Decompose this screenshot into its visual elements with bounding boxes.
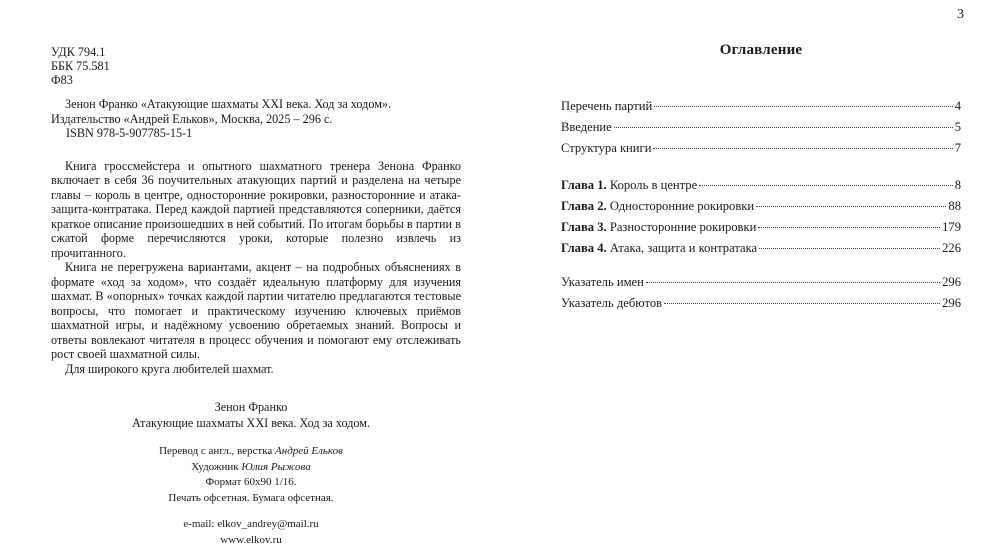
toc-chapter-entry[interactable] [561,199,961,220]
imprint-author: Зенон Франко [214,400,288,414]
biblio-line-1: Зенон Франко «Атакующие шахматы XXI века. Ход за ходом». [65,97,392,111]
toc-entry-page: 226 [942,241,961,255]
toc-entry-page: 8 [954,178,961,192]
chapter-title: Односторонние рокировки [609,199,755,213]
email: e-mail: elkov_andrey@mail.ru [183,518,319,530]
toc-entry-label: Указатель дебютов [561,296,663,310]
bibliographic-record [51,97,461,141]
chapter-number: Глава 2. [561,199,607,213]
chapter-title: Разносторонние рокировки [609,220,757,234]
toc-entry[interactable] [561,141,961,162]
format-line: Формат 60х90 1/16. [205,476,297,488]
dot-leader [653,148,952,149]
copyright-page [51,45,461,376]
website: www.elkov.ru [220,533,282,546]
imprint-title: Атакующие шахматы XXI века. Ход за ходом. [131,415,371,430]
toc-entry[interactable] [561,275,961,296]
toc-entry-label: Структура книги [561,141,652,155]
artist-label: Художник [191,460,239,473]
annotation-paragraph: Книга не перегружена вариантами, акцент – на подробных объяснениях в формате «ход за ходом», что создаёт идеальную платформу для изучения шахмат. В «опорных» точках каждой партии читателю предлагаются тестовые вопросы, что помогает и практическому изучению ключевых приёмов шахматной игры, и надёжному усвоению обретаемых знаний. Вопросы и ответы вовлекают читателя в процесс обучения и помогают ему отслеживать рост своей шахматной силы. [51,260,461,361]
toc-entry-page: 296 [942,275,961,289]
translation-label: Перевод с англ., верстка [159,445,273,457]
chapter-number: Глава 3. [561,220,607,234]
toc-entry[interactable] [561,296,961,317]
translation-credit [51,444,451,460]
dot-leader [756,206,946,207]
chapter-title: Атака, защита и контратака [609,241,758,255]
toc-chapter-entry[interactable] [561,220,961,241]
dot-leader [654,106,952,107]
toc-chapter-label [561,241,757,256]
toc-chapter-entry[interactable] [561,241,961,262]
print-line: Печать офсетная. Бумага офсетная. [168,491,334,504]
udc-code: УДК 794.1 [51,45,106,59]
dot-leader [759,248,940,249]
artist-credit [51,460,451,476]
toc-chapter-label [561,220,756,235]
classification-codes [51,45,461,87]
toc-entry[interactable] [561,99,961,120]
page-number: 3 [957,7,964,22]
toc-chapter-label [561,199,754,214]
imprint [51,400,451,548]
toc-entry-page: 296 [942,296,961,310]
chapter-title: Король в центре [609,178,698,192]
isbn: ISBN 978-5-907785-15-1 [66,126,193,140]
toc-entry-page: 5 [954,120,961,134]
bbk-code: ББК 75.581 [51,59,110,73]
translator-name: Андрей Ельков [275,445,343,457]
chapter-number: Глава 1. [561,178,607,192]
toc-title: Оглавление [719,42,803,58]
toc-entry-label: Указатель имен [561,275,644,289]
toc-entry-page: 4 [954,99,961,113]
dot-leader [646,282,940,283]
toc-entry-label: Введение [561,120,612,134]
annotation [51,159,461,377]
toc-entry[interactable] [561,120,961,141]
artist-name: Юлия Рыжова [241,460,311,473]
dot-leader [664,303,940,304]
biblio-line-2: Издательство «Андрей Ельков», Москва, 2025 – 296 с. [51,111,333,126]
author-mark: Ф83 [51,73,73,87]
toc-entry-label: Перечень партий [561,99,653,113]
toc-entry-page: 179 [942,220,961,234]
toc-chapter-entry[interactable] [561,178,961,199]
annotation-paragraph: Книга гроссмейстера и опытного шахматного тренера Зенона Франко включает в себя 36 поучительных атакующих партий и разделена на четыре главы – король в центре, односторонние рокировки, разносторонние и атака-защита-контратака. Перед каждой партией представляются соперники, даётся краткое описание произошедших в ней событий. По итогам борьбы в партии в сжатой форме перечисляются уроки, которые полезно извлечь из прочитанного. [51,158,461,260]
table-of-contents [561,42,961,317]
dot-leader [614,127,953,128]
chapter-number: Глава 4. [561,241,607,255]
toc-chapter-label [561,178,697,193]
toc-entry-page: 7 [954,141,961,155]
dot-leader [699,185,953,186]
dot-leader [758,227,940,228]
annotation-paragraph: Для широкого круга любителей шахмат. [65,361,274,376]
toc-entry-page: 88 [948,199,961,213]
